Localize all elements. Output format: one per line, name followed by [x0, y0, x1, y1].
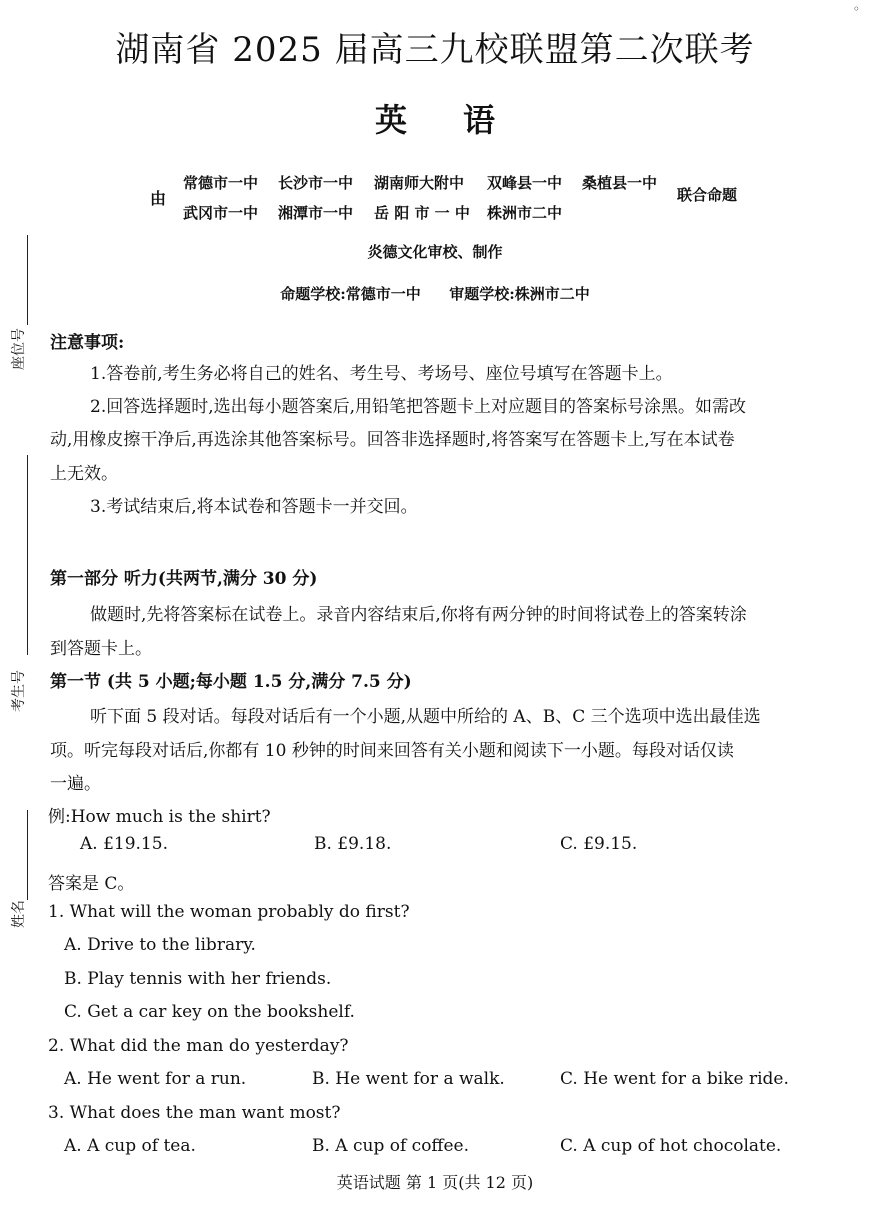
q2-option-b: B. He went for a walk.	[312, 1069, 505, 1089]
q1-option-c: C. Get a car key on the bookshelf.	[64, 1002, 355, 1022]
school-row1-3: 湖南师大附中	[374, 174, 465, 192]
exam-title: 湖南省 2025 届高三九校联盟第二次联考	[115, 30, 755, 70]
exam-number-line	[27, 455, 28, 655]
corner-mark: ◦	[852, 2, 860, 16]
seat-label: 座位号	[11, 328, 27, 370]
school-row1-2: 长沙市一中	[278, 174, 354, 192]
school-row2-1: 武冈市一中	[183, 204, 259, 222]
part1-intro-line1: 做题时,先将答案标在试卷上。录音内容结束后,你将有两分钟的时间将试卷上的答案转涂	[90, 605, 747, 625]
notice-item-1: 1.答卷前,考生务必将自己的姓名、考生号、考场号、座位号填写在答题卡上。	[90, 364, 673, 384]
section1-line2: 项。听完每段对话后,你都有 10 秒钟的时间来回答有关小题和阅读下一小题。每段对话仅读	[50, 741, 734, 761]
example-option-b: B. £9.18.	[314, 834, 392, 854]
joint-label: 联合命题	[677, 186, 738, 204]
exam-number-label: 考生号	[11, 670, 27, 712]
school-row2-3: 岳 阳 市 一 中	[374, 204, 470, 222]
name-label: 姓名	[11, 900, 27, 928]
part1-intro-line2: 到答题卡上。	[50, 639, 152, 659]
example-answer: 答案是 C。	[48, 874, 135, 894]
name-line	[27, 810, 28, 900]
q3-option-b: B. A cup of coffee.	[312, 1136, 470, 1156]
q3-option-a: A. A cup of tea.	[64, 1136, 196, 1156]
q2-option-a: A. He went for a run.	[64, 1069, 247, 1089]
producer: 炎德文化审校、制作	[367, 243, 503, 261]
school-row1-1: 常德市一中	[183, 174, 259, 192]
example-option-c: C. £9.15.	[560, 834, 638, 854]
section1-line1: 听下面 5 段对话。每段对话后有一个小题,从题中所给的 A、B、C 三个选项中选出最佳选	[90, 707, 761, 727]
subject-title: 英语	[374, 101, 551, 139]
prefix-you: 由	[150, 189, 167, 208]
school-row1-4: 双峰县一中	[487, 174, 563, 192]
q1-question: 1. What will the woman probably do first?	[48, 902, 410, 922]
notice-heading: 注意事项:	[50, 333, 125, 353]
school-row2-4: 株洲市二中	[487, 204, 563, 222]
q1-option-b: B. Play tennis with her friends.	[64, 969, 332, 989]
section1-heading: 第一节 (共 5 小题;每小题 1.5 分,满分 7.5 分)	[50, 672, 412, 692]
example-question: 例:How much is the shirt?	[48, 807, 271, 827]
q3-option-c: C. A cup of hot chocolate.	[560, 1136, 782, 1156]
q2-question: 2. What did the man do yesterday?	[48, 1036, 349, 1056]
notice-item-2-line2: 动,用橡皮擦干净后,再选涂其他答案标号。回答非选择题时,将答案写在答题卡上,写在本试卷	[50, 430, 735, 450]
q1-option-a: A. Drive to the library.	[64, 935, 256, 955]
q3-question: 3. What does the man want most?	[48, 1103, 341, 1123]
reviewer: 审题学校:株洲市二中	[449, 285, 590, 303]
notice-item-2-line1: 2.回答选择题时,选出每小题答案后,用铅笔把答题卡上对应题目的答案标号涂黑。如需改	[90, 397, 747, 417]
page-footer: 英语试题 第 1 页(共 12 页)	[336, 1173, 534, 1192]
school-row1-5: 桑植县一中	[582, 174, 658, 192]
proposer-reviewer	[0, 283, 870, 304]
example-option-a: A. £19.15.	[80, 834, 168, 854]
proposer: 命题学校:常德市一中	[280, 285, 421, 303]
q2-option-c: C. He went for a bike ride.	[560, 1069, 789, 1089]
section1-line3: 一遍。	[50, 774, 101, 794]
school-row2-2: 湘潭市一中	[278, 204, 354, 222]
part1-heading: 第一部分 听力(共两节,满分 30 分)	[50, 569, 318, 589]
notice-item-3: 3.考试结束后,将本试卷和答题卡一并交回。	[90, 497, 418, 517]
notice-item-2-line3: 上无效。	[50, 464, 118, 484]
